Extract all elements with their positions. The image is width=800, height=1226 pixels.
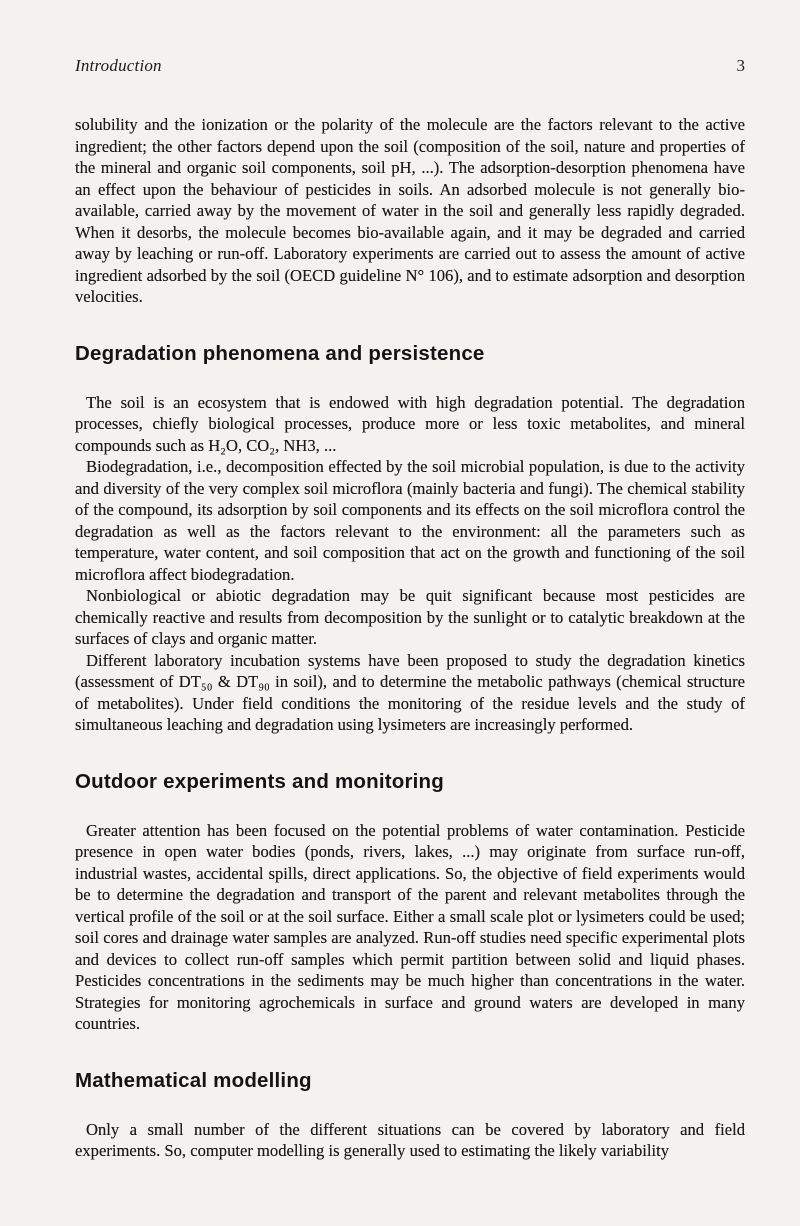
section-heading-degradation-phenomena: Degradation phenomena and persistence [75,341,485,365]
paragraph-soil-ecosystem: The soil is an ecosystem that is endowed with high degradation potential. The degradation processes, chiefly biological processes, produce more or less toxic metabolites, and mineral compounds such as H₂O, CO₂, NH3, ... [75,392,745,455]
paragraph-adsorption-desorption: solubility and the ionization or the polarity of the molecule are the factors relevant to the active ingredient; the other factors depend upon the soil (composition of the soil, nature and properties of the mineral and organic soil components, soil pH, ...). The adsorption-desorption phenomena have an effect upon the behaviour of pesticides in soils. An adsorbed molecule is not generally bio-available, carried away by the movement of water in the soil and generally less rapidly degraded. When it desorbs, the molecule becomes bio-available again, and it may be degraded and carried away by leaching or run-off. Laboratory experiments are carried out to assess the amount of active ingredient adsorbed by the soil (OECD guideline N° 106), and to estimate adsorption and desorption velocities. [75,115,745,306]
paragraph-water-contamination: Greater attention has been focused on the potential problems of water contamination. Pesticide presence in open water bodies (ponds, rivers, lakes, ...) may originate from surface run-off, industrial wastes, accidental spills, direct applications. So, the objective of field experiments would be to determine the degradation and transport of the parent and relevant metabolites through the vertical profile of the soil or at the soil surface. Either a small scale plot or lysimeters could be used; soil cores and drainage water samples are analyzed. Run-off studies need specific experimental plots and devices to collect run-off samples which permit partition between solid and liquid phases. Pesticides concentrations in the sediments may be much higher than concentrations in the water. Strategies for monitoring agrochemicals in surface and ground waters are developed in many countries. [75,820,745,1033]
paragraph-biodegradation: Biodegradation, i.e., decomposition effected by the soil microbial population, is due to the activity and diversity of the very complex soil microflora (mainly bacteria and fungi). The chemical stability of the compound, its adsorption by soil components and its effects on the soil microflora control the degradation as well as the factors relevant to the environment: all the parameters such as temperature, water content, and soil composition that act on the growth and functioning of the soil microflora affect biodegradation. [75,457,745,584]
section-heading-outdoor-experiments: Outdoor experiments and monitoring [75,769,444,793]
paragraph-abiotic-degradation: Nonbiological or abiotic degradation may be quit significant because most pesticides are chemically reactive and results from decomposition by the sunlight or to catalytic breakdown at the surfaces of clays and organic matter. [75,586,745,648]
page-number: 3 [736,56,745,75]
page-content [75,114,745,1162]
paragraph-computer-modelling: Only a small number of the different situations can be covered by laboratory and field experiments. So, computer modelling is generally used to estimating the likely variability [75,1119,745,1160]
running-header [75,56,745,76]
paragraph-incubation-systems: Different laboratory incubation systems have been proposed to study the degradation kinetics (assessment of DT₅₀ & DT₉₀ in soil), and to determine the metabolic pathways (chemical structure of metabolites). Under field conditions the monitoring of the residue levels and the study of simultaneous leaching and degradation using lysimeters are increasingly performed. [75,650,745,734]
section-heading-mathematical-modelling: Mathematical modelling [75,1068,312,1092]
running-title: Introduction [75,56,162,75]
